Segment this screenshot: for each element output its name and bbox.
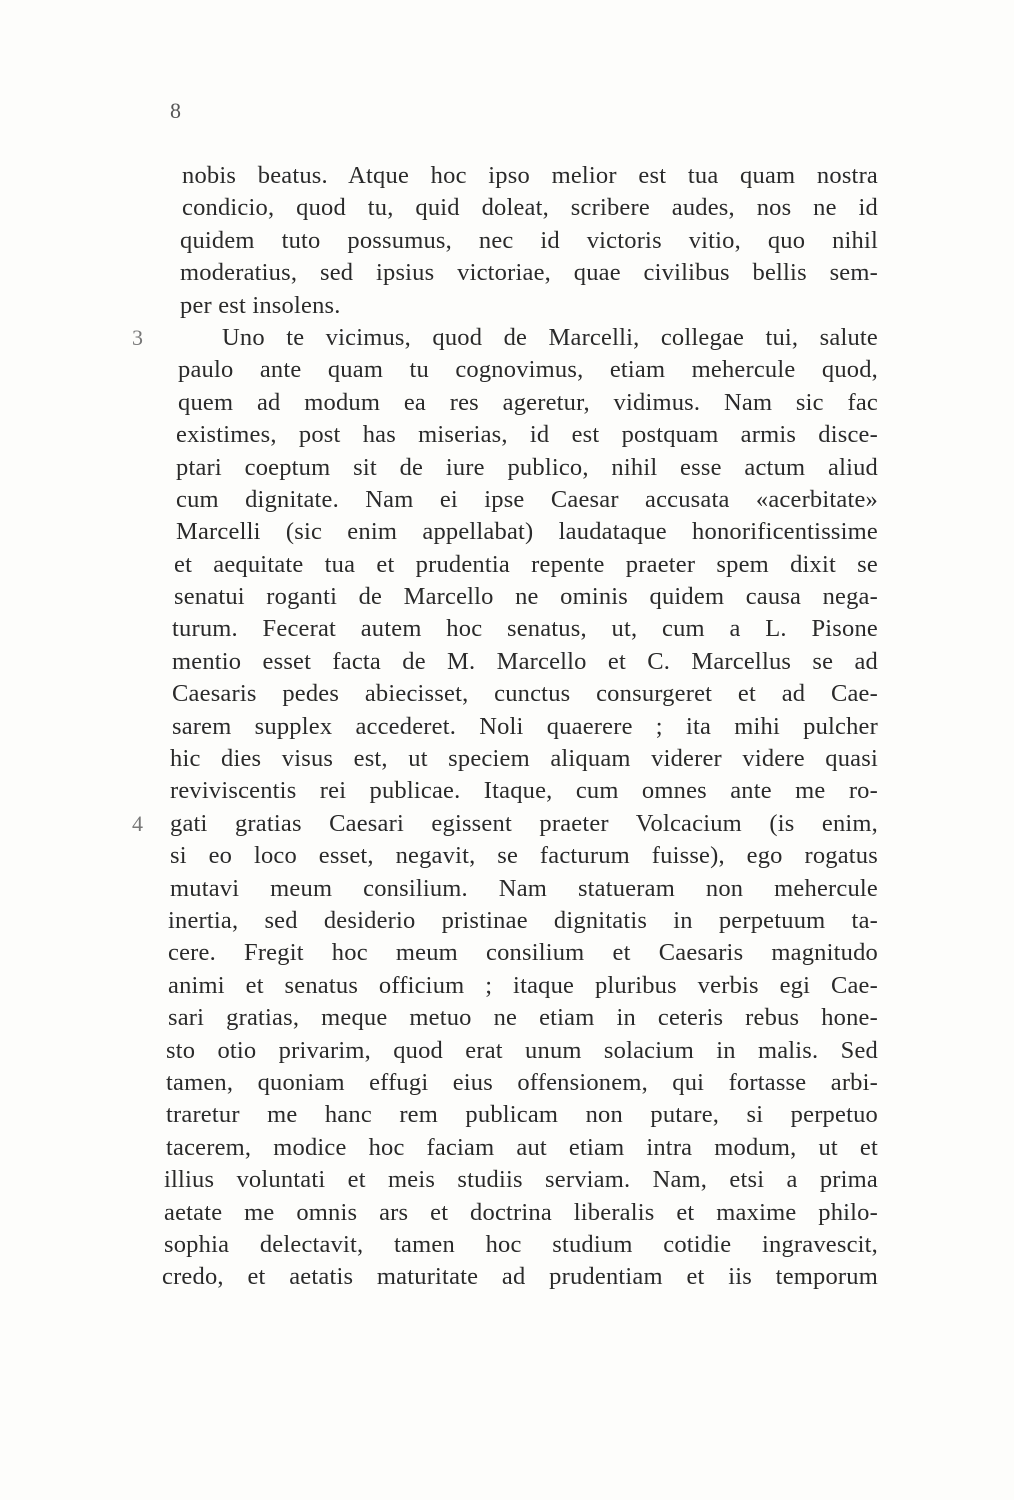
text-line: nobis beatus. Atque hoc ipso melior est tua quam nostra: [182, 162, 878, 189]
text-line: animi et senatus officium ; itaque pluribus verbis egi Cae-: [168, 971, 878, 999]
text-line: turum. Fecerat autem hoc senatus, ut, cum a L. Pisone: [172, 615, 878, 643]
text-line: cum dignitate. Nam ei ipse Caesar accusata «acerbitate»: [176, 485, 878, 513]
text-line: hic dies visus est, ut speciem aliquam viderer videre quasi: [170, 745, 878, 773]
text-line: paulo ante quam tu cognovimus, etiam mehercule quod,: [178, 356, 878, 384]
text-line: tamen, quoniam effugi eius offensionem, qui fortasse arbi-: [166, 1068, 878, 1096]
body-text: [132, 160, 882, 1294]
text-line: senatui roganti de Marcello ne ominis quidem causa nega-: [174, 583, 878, 611]
text-line: traretur me hanc rem publicam non putare, si perpetuo: [166, 1101, 878, 1129]
text-line: sto otio privarim, quod erat unum solacium in malis. Sed: [166, 1036, 878, 1064]
text-line: Marcelli (sic enim appellabat) laudataque honorificentissime: [176, 518, 878, 546]
text-line: Caesaris pedes abiecisset, cunctus consurgeret et ad Cae-: [172, 680, 878, 708]
text-line: ptari coeptum sit de iure publico, nihil esse actum aliud: [176, 453, 878, 481]
text-line: cere. Fregit hoc meum consilium et Caesaris magnitudo: [168, 939, 878, 967]
text-line: mentio esset facta de M. Marcello et C. Marcellus se ad: [172, 647, 878, 675]
text-line: reviviscentis rei publicae. Itaque, cum omnes ante me ro-: [170, 777, 878, 805]
section-number: 4: [132, 810, 144, 836]
text-line: quem ad modum ea res ageretur, vidimus. Nam sic fac: [178, 388, 878, 416]
text-line: sari gratias, meque metuo ne etiam in ceteris rebus hone-: [168, 1004, 878, 1032]
text-line: condicio, quod tu, quid doleat, scribere audes, nos ne id: [182, 194, 878, 222]
text-line: quidem tuto possumus, nec id victoris vitio, quo nihil: [180, 226, 878, 254]
text-line: credo, et aetatis maturitate ad prudentiam et iis temporum: [162, 1263, 878, 1291]
text-line: aetate me omnis ars et doctrina liberalis et maxime philo-: [164, 1198, 878, 1226]
text-line: inertia, sed desiderio pristinae dignitatis in perpetuum ta-: [168, 906, 878, 934]
page-number: 8: [170, 98, 181, 123]
section-number: 3: [132, 324, 144, 350]
text-line: per est insolens.: [180, 291, 341, 319]
text-line: et aequitate tua et prudentia repente praeter spem dixit se: [174, 550, 878, 578]
text-line: sophia delectavit, tamen hoc studium cotidie ingravescit,: [164, 1230, 878, 1258]
text-line: gati gratias Caesari egissent praeter Volcacium (is enim, 4: [158, 808, 878, 840]
text-line: tacerem, modice hoc faciam aut etiam intra modum, ut et: [166, 1133, 878, 1161]
text-line: si eo loco esset, negavit, se facturum fuisse), ego rogatus: [170, 842, 878, 870]
text-line: illius voluntati et meis studiis serviam. Nam, etsi a prima: [164, 1166, 878, 1194]
text-line: mutavi meum consilium. Nam statueram non mehercule: [170, 874, 878, 902]
text-line: sarem supplex accederet. Noli quaerere ; ita mihi pulcher: [172, 712, 878, 740]
text-line: existimes, post has miserias, id est postquam armis disce-: [176, 421, 878, 449]
text-line: Uno te vicimus, quod de Marcelli, collegae tui, salute 3: [158, 322, 878, 354]
text-line: moderatius, sed ipsius victoriae, quae civilibus bellis sem-: [180, 259, 878, 287]
